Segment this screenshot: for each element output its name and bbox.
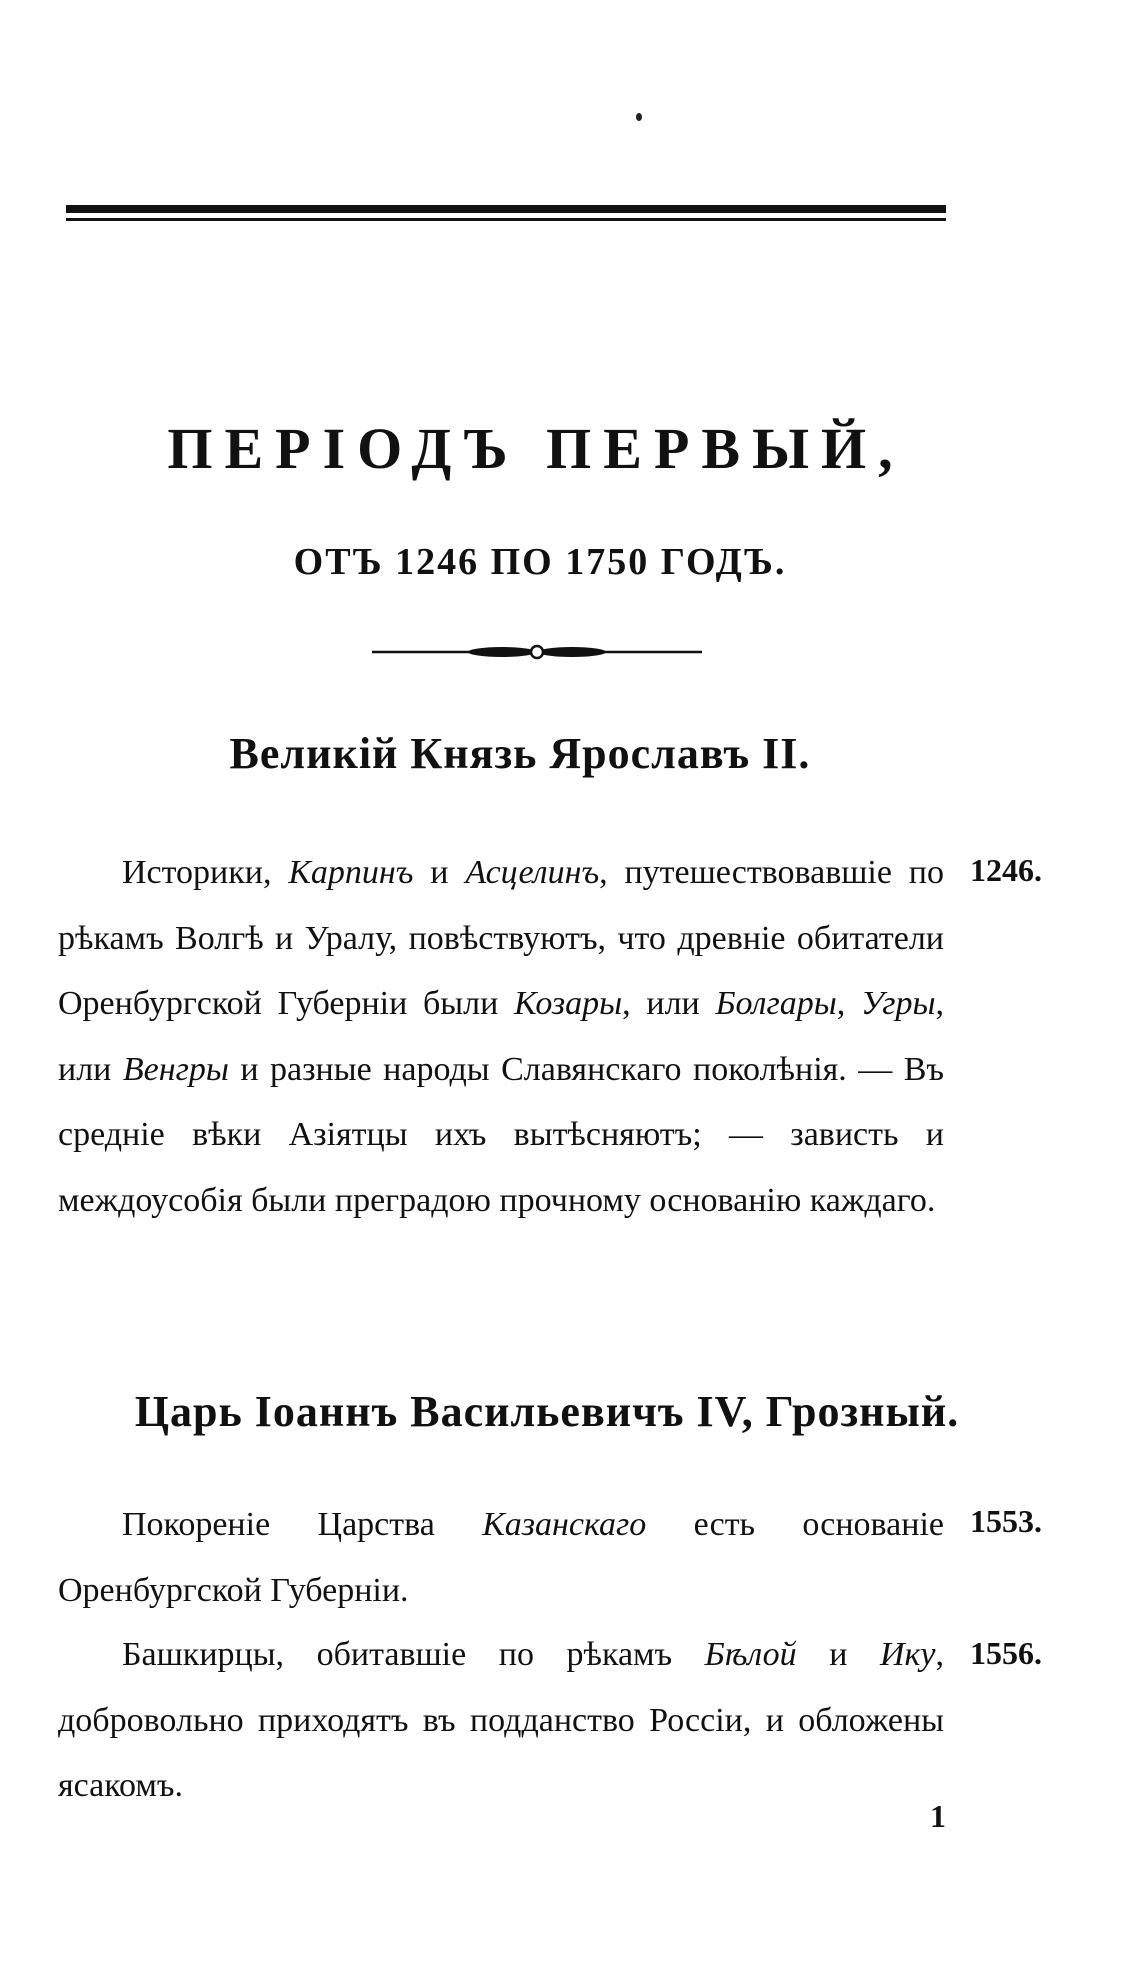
page-number: 1	[930, 1798, 946, 1834]
period-subtitle: ОТЪ 1246 ПО 1750 ГОДЪ.	[293, 541, 787, 583]
paragraph-bashkirs: Башкирцы, обитавшіе по рѣкамъ Бѣлой и Ику, добровольно приходятъ въ подданство Россіи, и обложены ясакомъ.	[58, 1636, 944, 1804]
margin-year: 1556.	[970, 1635, 1042, 1671]
paragraph-historians: Историки, Карпинъ и Асцелинъ, путешествовавшіе по рѣкамъ Волгѣ и Уралу, повѣствуютъ, что древніе обитатели Оренбургской Губерніи были Козары, или Болгары, Угры, или Венгры и разные народы Славянскаго поколѣнія. — Въ средніе вѣки Азіятцы ихъ вытѣсняютъ; — зависть и междоусобія были преградою прочному основанію каждаго.	[58, 854, 945, 1219]
section-heading-ioann: Царь Іоаннъ Васильевичъ IV, Грозный.	[134, 1387, 960, 1436]
margin-year: 1246.	[970, 852, 1042, 888]
ornament-divider	[372, 640, 702, 664]
top-double-rule	[66, 205, 946, 221]
paragraph-kazan: Покореніе Царства Казанскаго есть основаніе Оренбургской Губерніи.	[58, 1506, 944, 1609]
margin-year: 1553.	[970, 1503, 1042, 1539]
ink-speck	[636, 113, 642, 121]
period-title: ПЕРІОДЪ ПЕРВЫЙ,	[167, 416, 905, 481]
section-heading-yaroslav: Великій Князь Ярославъ II.	[229, 729, 811, 778]
